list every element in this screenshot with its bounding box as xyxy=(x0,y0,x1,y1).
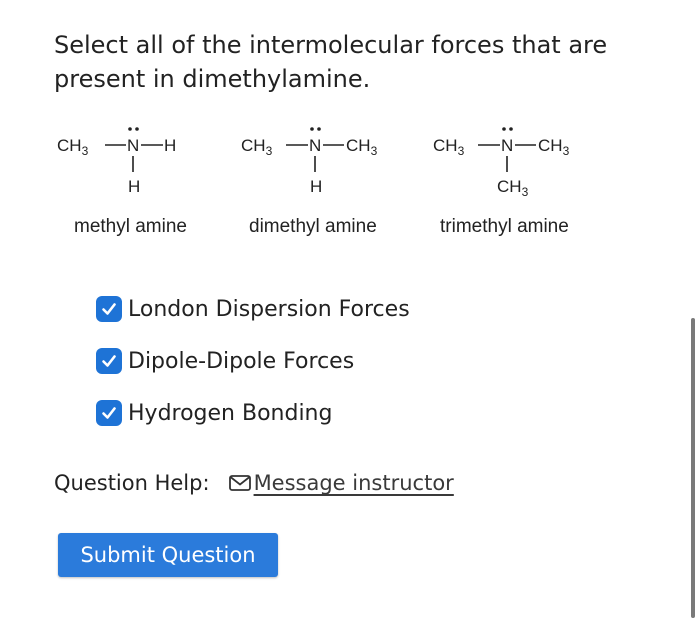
option-london-dispersion[interactable] xyxy=(96,283,410,335)
mol2-left: $CH_3$ xyxy=(241,136,273,158)
checked-checkbox-icon[interactable] xyxy=(96,400,122,426)
answer-options xyxy=(96,283,410,439)
option-label: Dipole-Dipole Forces xyxy=(128,348,355,374)
checked-checkbox-icon[interactable] xyxy=(96,348,122,374)
mol1-center: N xyxy=(127,136,140,155)
mol2-right: $CH_3$ xyxy=(346,136,378,158)
mol2-bottom: H xyxy=(310,177,323,196)
mol1-name: methyl amine xyxy=(74,216,187,237)
mol2-center: N xyxy=(309,136,322,155)
help-label: Question Help: xyxy=(54,471,210,495)
question-text: Select all of the intermolecular forces that are present in dimethylamine. xyxy=(54,31,608,93)
option-hydrogen-bonding[interactable] xyxy=(96,387,410,439)
structures-figure xyxy=(40,118,620,248)
scrollbar[interactable] xyxy=(691,318,695,618)
molecule-methyl-amine xyxy=(57,127,187,237)
option-dipole-dipole[interactable] xyxy=(96,335,410,387)
molecule-trimethyl-amine xyxy=(433,127,570,237)
molecule-dimethyl-amine xyxy=(241,127,378,237)
mol1-bottom: H xyxy=(128,177,141,196)
checked-checkbox-icon[interactable] xyxy=(96,296,122,322)
message-instructor-text: Message instructor xyxy=(253,471,454,495)
mol2-name: dimethyl amine xyxy=(249,216,377,237)
submit-question-button[interactable]: Submit Question xyxy=(58,533,278,577)
molecule-structures xyxy=(40,118,620,248)
mol3-bottom: $CH_3$ xyxy=(497,177,529,199)
mol1-left: $CH_3$ xyxy=(57,136,89,158)
message-instructor-link[interactable] xyxy=(228,471,454,495)
mail-icon xyxy=(228,473,252,493)
question-help xyxy=(54,471,454,495)
option-label: London Dispersion Forces xyxy=(128,296,410,322)
option-label: Hydrogen Bonding xyxy=(128,400,333,426)
mol3-right: $CH_3$ xyxy=(538,136,570,158)
mol3-center: N xyxy=(501,136,514,155)
mol1-right: H xyxy=(164,136,177,155)
mol3-left: $CH_3$ xyxy=(433,136,465,158)
mol3-name: trimethyl amine xyxy=(440,216,569,237)
